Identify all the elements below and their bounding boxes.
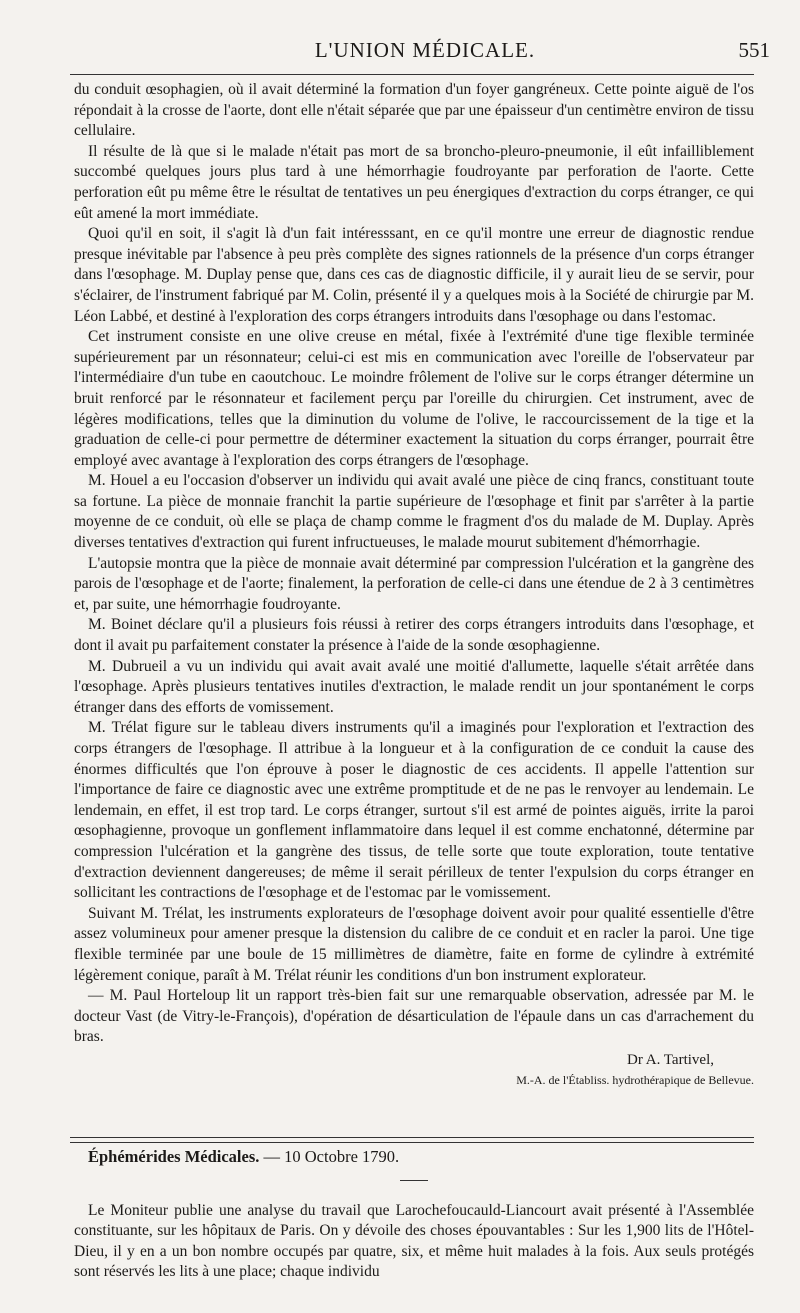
- running-title: L'UNION MÉDICALE.: [314, 38, 536, 62]
- header-rule: [70, 74, 754, 75]
- page-header: [80, 38, 770, 70]
- paragraph: — M. Paul Horteloup lit un rapport très-bien fait sur une remarquable observation, adressée par M. le docteur Vast (de Vitry-le-François), d'opération de désarticulation de l'épaule dans un cas d'arrachement du bras.: [74, 987, 754, 1046]
- section-date: — 10 Octobre 1790.: [263, 1147, 400, 1166]
- paragraph: M. Trélat figure sur le tableau divers instruments qu'il a imaginés pour l'exploration et l'extraction des corps étrangers de l'œsophage. Il attribue à la longueur et à la configuration de ce conduit la cause des énormes difficultés que l'on éprouve à poser le diagnostic de ces accidents. Il appelle l'attention sur l'importance de faire ce diagnostic avec une extrême promptitude et de ne pas le renvoyer au lendemain. Le lendemain, en effet, il est trop tard. Le corps étranger, surtout s'il est armé de pointes aiguës, irrite la paroi œsophagienne, provoque un gonflement inflammatoire dans lequel il est comme enchatonné, détermine par compression l'ulcération et la gangrène des tissus, de telle sorte que toute exploration, toute tentative d'extraction deviennent dangereuses; de même il serait périlleux de tenter l'expulsion du corps étranger en sollicitant les contractions de l'œsophage et de l'estomac par le vomissement.: [74, 719, 754, 902]
- heading-rule: [400, 1180, 428, 1181]
- paragraph: Cet instrument consiste en une olive creuse en métal, fixée à l'extrémité d'une tige flexible terminée supérieurement par un résonnateur; celui-ci est mis en communication avec l'oreille de l'observateur par l'intermédiaire d'un tube en caoutchouc. Le moindre frôlement de l'olive sur le corps étranger détermine un bruit renforcé par le résonnateur et facilement perçu par l'oreille du chirurgien. Cet instrument, avec de légères modifications, telles que la diminution du volume de l'olive, le raccourcissement de la tige et la graduation de celle-ci pour permettre de déterminer exactement la situation du corps érranger, pourrait être employé avec avantage à l'exploration des corps étrangers de l'œsophage.: [74, 328, 754, 469]
- paragraph: Il résulte de là que si le malade n'était pas mort de sa broncho-pleuro-pneumonie, il eût infailliblement succombé quelques jours plus tard à une hémorrhagie foudroyante par perforation de l'aorte. Cette perforation eût pu même être le résultat de tentatives un peu énergiques d'extraction du corps étranger, ce qui eût amené la mort immédiate.: [74, 142, 754, 222]
- article-body: [74, 80, 754, 1089]
- section-divider: [70, 1137, 754, 1143]
- paragraph: L'autopsie montra que la pièce de monnaie avait déterminé par compression l'ulcération et la gangrène des parois de l'œsophage et de l'aorte; finalement, la perforation de celle-ci dans une étendue de 2 à 3 centimètres et, par suite, une hémorrhagie foudroyante.: [74, 554, 754, 613]
- paragraph: M. Houel a eu l'occasion d'observer un individu qui avait avalé une pièce de cinq francs, constituant toute sa fortune. La pièce de monnaie franchit la partie supérieure de l'œsophage et finit par s'arrêter à la partie moyenne de ce conduit, où elle se plaça de champ comme le fragment d'os du malade de M. Duplay. Après diverses tentatives d'extraction qui furent infructueuses, le malade mourut subitement d'hémorrhagie.: [74, 472, 754, 552]
- signature-name: Dr A. Tartivel,: [627, 1051, 714, 1068]
- ephemerides-section: [74, 1147, 754, 1283]
- signature-block: [74, 1050, 754, 1089]
- section-paragraph: Le Moniteur publie une analyse du travail que Larochefoucauld-Liancourt avait présenté à l'Assemblée constituante, sur les hôpitaux de Paris. On y dévoile des choses épouvantables : Sur les 1,900 lits de l'Hôtel-Dieu, il y en a un bon nombre occupés par quatre, six, et même huit malades à la fois. Aux seuls protégés sont réservés les lits à une place; chaque individu: [74, 1201, 754, 1281]
- paragraph: Suivant M. Trélat, les instruments explorateurs de l'œsophage doivent avoir pour qualité essentielle d'être assez volumineux pour amener presque la distension du calibre de ce conduit et en racler la paroi. Une tige flexible terminée par une boule de 15 millimètres de diamètre, faite en forme de cylindre à extrémité légèrement conique, paraît à M. Trélat réunir les conditions d'un bon instrument explorateur.: [74, 904, 754, 984]
- signature-title: M.-A. de l'Établiss. hydrothérapique de Bellevue.: [516, 1072, 754, 1087]
- section-title: Éphémérides Médicales.: [88, 1147, 260, 1166]
- paragraph: du conduit œsophagien, où il avait déterminé la formation d'un foyer gangréneux. Cette pointe aiguë de l'os répondait à la crosse de l'aorte, dont elle n'était séparée que par une épaisseur d'un centimètre environ de tissu cellulaire.: [74, 81, 754, 140]
- section-heading: [74, 1147, 754, 1168]
- paragraph: M. Dubrueil a vu un individu qui avait avait avalé une moitié d'allumette, laquelle s'était arrêtée dans l'œsophage. Après plusieurs tentatives inutiles d'extraction, le malade rendit un jour spontanément le corps étranger dans des efforts de vomissement.: [74, 657, 754, 716]
- paragraph: M. Boinet déclare qu'il a plusieurs fois réussi à retirer des corps étrangers introduits dans l'œsophage, et dont il avait pu parfaitement constater la présence à l'aide de la sonde œsophagienne.: [74, 616, 754, 655]
- paragraph: Quoi qu'il en soit, il s'agit là d'un fait intéresssant, en ce qu'il montre une erreur de diagnostic rendue presque inévitable par l'absence à peu près complète des signes rationnels de la présence d'un corps étranger dans l'œsophage. M. Duplay pense que, dans ces cas de diagnostic difficile, il y aurait lieu de se servir, pour s'éclairer, de l'instrument fabriqué par M. Colin, présenté il y a quelques mois à la Société de chirurgie par M. Léon Labbé, et destiné à l'exploration des corps étrangers introduits dans l'œsophage ou dans l'estomac.: [74, 225, 754, 325]
- page-number: 551: [738, 38, 770, 62]
